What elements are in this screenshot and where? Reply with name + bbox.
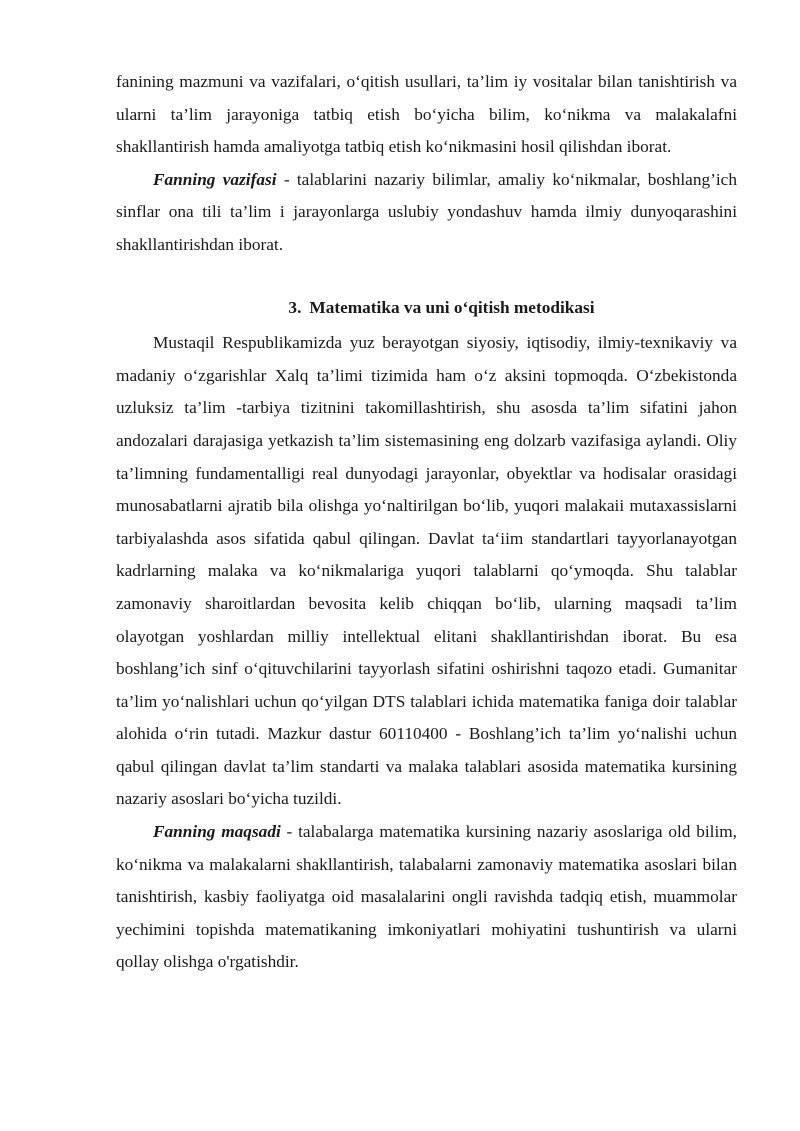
- section-title: Matematika va uni o‘qitish metodikasi: [309, 297, 595, 317]
- paragraph-fan-maqsadi-text: - talabalarga matematika kursining nazariy asoslariga old bilim, ko‘nikma va malakalarni shakllantirish, talabalarni zamonaviy matematika asoslari bilan tanishtirish, kasbiy faoliyatga oid masalalarini ongli ravishda tadqiq etish, muammolar yechimini topishda matematikaning imkoniyatlari mohiyatini tushuntirish va ularni qollay olishga o'rgatishdir.: [116, 822, 738, 972]
- paragraph-fan-vazifasi-text: - talablarini nazariy bilimlar, amaliy ko‘nikmalar, boshlang’ich sinflar ona tili ta’lim i jarayonlarga uslubiy yondashuv hamda ilmiy dunyoqarashini shakllantirishdan iborat.: [116, 169, 737, 254]
- section-number: 3.: [288, 297, 302, 317]
- term-fanning-maqsadi: Fanning maqsadi: [153, 822, 281, 842]
- paragraph-continuation: fanining mazmuni va vazifalari, o‘qitish usullari, ta’lim iy vositalar bilan tanishtirish va ularni ta’lim jarayoniga tatbiq etish bo‘yicha bilim, ko‘nikma va malakalafni shakllantirish hamda amaliyotga tatbiq etish ko‘nikmasini hosil qilishdan iborat.: [116, 72, 737, 157]
- section-body: [116, 327, 737, 979]
- section-heading: [116, 292, 737, 325]
- paragraph-mustaqil: Mustaqil Respublikamizda yuz berayotgan siyosiy, iqtisodiy, ilmiy-texnikaviy va madaniy o‘zgarishlar Xalq ta’limi tizimida ham o‘z aksini topmoqda. O‘zbekistonda uzluksiz ta’lim -tarbiya tizitnini takomillashtirish, shu asosda ta’lim sifatini jahon andozalari darajasiga yetkazish ta’lim sistemasining eng dolzarb vazifasiga aylandi. Oliy ta’limning fundamentalligi real dunyodagi jarayonlar, obyektlar va hodisalar orasidagi munosabatlarni ajratib bila olishga yo‘naltirilgan bo‘lib, yuqori malakaii mutaxassislarni tarbiyalashda asos sifatida qabul qilingan. Davlat ta‘iim standartlari tayyorlanayotgan kadrlarning malaka va ko‘nikmalariga yuqori talablarni qo‘ymoqda. Shu talablar zamonaviy sharoitlardan bevosita kelib chiqqan bo‘lib, ularning maqsadi ta’lim olayotgan yoshlardan milliy intellektual elitani shakllantirishdan iborat. Bu esa boshlang’ich sinf o‘qituvchilarini tayyorlash sifatini oshirishni taqozo etadi. Gumanitar ta’lim yo‘nalishlari uchun qo‘yilgan DTS talablari ichida matematika faniga doir talablar alohida o‘rin tutadi. Mazkur dastur 60110400 - Boshlang’ich ta’lim yo‘nalishi uchun qabul qilingan davlat ta’lim standarti va malaka talablari asosida matematika kursining nazariy asoslari bo‘yicha tuzildi.: [116, 333, 737, 809]
- term-fanning-vazifasi: Fanning vazifasi: [153, 169, 277, 189]
- paragraph-fan-maqsadi: [116, 816, 737, 979]
- paragraph-fan-vazifasi: [116, 164, 737, 262]
